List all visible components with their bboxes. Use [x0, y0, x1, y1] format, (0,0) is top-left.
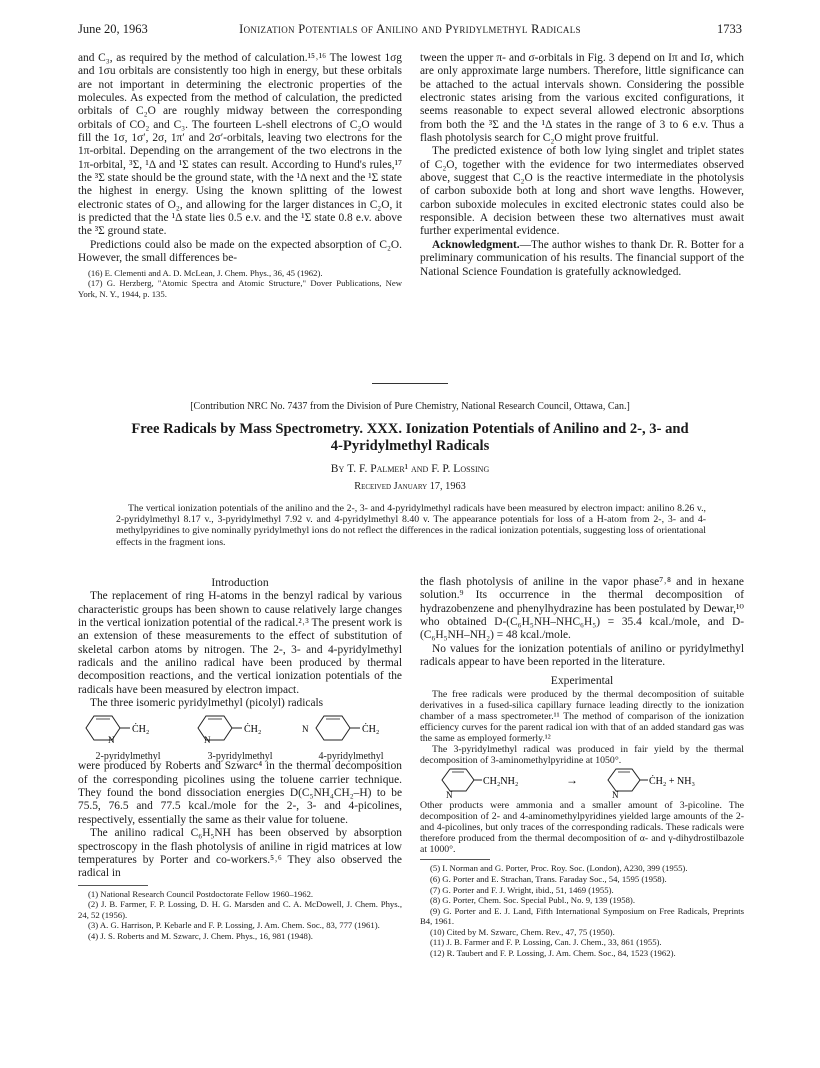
structure-4-pyridylmethyl — [300, 712, 402, 763]
article-separator — [372, 383, 448, 384]
byline-by: By — [330, 463, 345, 475]
footnote: (17) G. Herzberg, "Atomic Spectra and Atomic Structure," Dover Publications, New York, N. Y., 1944, p. 135. — [78, 278, 402, 299]
nitrogen-label: N — [302, 724, 309, 735]
pyridine-ring-icon — [300, 712, 402, 744]
paragraph: were produced by Roberts and Szwarc⁴ in the thermal decomposition of the corresponding picolines using the toluene carrier technique. They found the bond dissociation energies D(C₅NH₄CH₂–H) to be 75.5, 76.5 and 77.5 kcal./mole for the 2-, 3- and 4-picolines, respectively, essentially the same as their value for toluene. — [78, 760, 402, 826]
running-header — [78, 22, 742, 40]
experimental-text-continued — [420, 800, 744, 855]
paragraph: and C₃, as required by the method of calculation.¹⁵˒¹⁶ The lowest 1σg and 1σu orbitals are consistently too high in energy, but these orbitals are not important in determining the electronic properties of the molecules. As expected from the method of calculation, the predicted orbitals of C₂O are roughly midway between the corresponding orbitals of CO₂ and C₃. The fourteen L-shell electrons of C₂O would fill the 1σ, 1σ′, 2σ, 1π′ and 2σ′-orbitals, leaving two electrons for the 1π-orbital. Depending on the arrangement of the two electrons in the 1π-orbital, ³Σ, ¹Δ and ¹Σ states can result. According to Hund's rules,¹⁷ the ³Σ state should be the ground state, with the ¹Δ next and the ¹Σ state the highest in energy. Using the known splitting of the lowest electronic states of O₂, and allowing for the larger distances in C₂O, it is predicted that the ¹Δ state lies 0.5 e.v. and the ¹Σ state 0.8 e.v. above the ³Σ ground state. — [78, 52, 402, 238]
abstract-text: The vertical ionization potentials of the anilino and the 2-, 3- and 4-pyridylmethyl radicals have been measured by electron impact: anilino 8.26 v., 2-pyridylmethyl 8.17 v., 3-pyridylmethyl 7.92 v. and 4-pyridylmethyl 8.40 v. The appearance potentials for loss of a H-atom from 2-, 3- and 4-methylpyridines to give nominally pyridylmethyl ions do not reflect the differences in the radical ionization potentials, suggesting loss of orientational effects in the fragment ions. — [116, 503, 706, 548]
paragraph: the flash photolysis of aniline in the vapor phase⁷˒⁸ and in hexane solution.⁹ Its occurrence in the thermal decomposition of hydrazobenzene and phenylhydrazine has been postulated by Dewar,¹⁰ who obtained D-(C₆H₅NH–NHC₆H₅) = 35.4 kcal./mole, and D-(C₆H₅NH–NH₂) = 48 kcal./mole. — [420, 576, 744, 642]
header-page-number: 1733 — [717, 22, 742, 36]
article-title — [78, 421, 742, 454]
footnote: (6) G. Porter and E. Strachan, Trans. Faraday Soc., 54, 1595 (1958). — [430, 873, 667, 884]
radical-group-label: ĊH₂ — [362, 724, 380, 736]
footnotes — [78, 268, 402, 300]
structure-3-pyridylmethyl — [190, 712, 290, 763]
author: F. P. Lossing — [431, 463, 490, 475]
lower-left-column — [78, 576, 402, 942]
nitrogen-label: N — [108, 735, 115, 745]
footnote: (11) J. B. Farmer and F. P. Lossing, Can. J. Chem., 33, 861 (1955). — [430, 937, 662, 948]
reaction-equation — [420, 766, 744, 800]
author: T. F. Palmer¹ — [347, 463, 409, 475]
paragraph: No values for the ionization potentials of anilino or pyridylmethyl radicals appear to have been reported in the literature. — [420, 642, 744, 669]
top-right-column — [420, 52, 744, 279]
nitrogen-label: N — [446, 790, 453, 801]
pyridine-ring-icon — [78, 712, 178, 744]
lower-right-column — [420, 576, 744, 959]
reaction-arrow: → — [566, 773, 578, 788]
abstract — [116, 503, 706, 548]
paragraph: The free radicals were produced by the thermal decomposition of suitable derivatives in a fused-silica capillary furnace leading directly to the ionization chamber of a mass spectrometer.¹¹ The method of comparison of the ionization efficiency curves for the parent radical ion with that of an added standard gas was the same as employed formerly.¹² — [420, 688, 744, 744]
structure-label: 2-pyridylmethyl — [95, 750, 161, 762]
radical-group-label: ĊH₂ — [132, 724, 150, 736]
product-label: ĊH₂ + NH₃ — [649, 776, 695, 788]
footnote: (7) G. Porter and F. J. Wright, ibid., 51, 1469 (1955). — [430, 884, 614, 895]
footnote: (2) J. B. Farmer, F. P. Lossing, D. H. G. Marsden and C. A. McDowell, J. Chem. Phys., 24, 52 (1956). — [78, 899, 402, 920]
footnote: (16) E. Clementi and A. D. McLean, J. Chem. Phys., 36, 45 (1962). — [88, 267, 323, 278]
title-line: Free Radicals by Mass Spectrometry. XXX. Ionization Potentials of Anilino and 2-, 3- and — [131, 421, 689, 437]
paragraph: The three isomeric pyridylmethyl (picolyl) radicals — [90, 697, 324, 710]
paragraph: The 3-pyridylmethyl radical was produced in fair yield by the thermal decomposition of 3-aminomethylpyridine at 1050°. — [420, 743, 744, 767]
footnote: (3) A. G. Harrison, P. Kebarle and F. P. Lossing, J. Am. Chem. Soc., 83, 777 (1961). — [88, 920, 380, 931]
paragraph: The anilino radical C₆H₅NH has been observed by absorption spectroscopy in the flash photolysis of aniline in rigid matrices at low temperatures by Porter and co-workers.⁵˒⁶ They also observed the radical in — [78, 827, 402, 880]
structure-label: 3-pyridylmethyl — [207, 750, 273, 762]
paragraph: Predictions could also be made on the expected absorption of C₂O. However, the small differences be- — [78, 238, 402, 265]
structure-label: 4-pyridylmethyl — [318, 750, 384, 762]
byline-and: and — [410, 463, 429, 475]
paragraph: tween the upper π- and σ-orbitals in Fig. 3 depend on Iπ and Iσ, which are only approximate large numbers. Therefore, little significance can be attached to the actual intervals shown. Considering the possible electronic states arising from the various excited configurations, it seems reasonable to expect several allowed electronic absorptions from both the ³Σ and the ¹Δ states in the range of 3 to 6 e.v. Thus a flash photolysis search for C₂O might prove fruitful. — [420, 52, 744, 145]
byline — [78, 463, 742, 475]
footnote-rule — [420, 859, 490, 860]
pyridine-ring-icon — [190, 712, 290, 744]
footnotes — [420, 863, 744, 958]
header-running-title: Ionization Potentials of Anilino and Pyridylmethyl Radicals — [239, 22, 581, 36]
experimental-text — [420, 689, 744, 766]
footnote: (12) R. Taubert and F. P. Lossing, J. Am. Chem. Soc., 84, 1523 (1962). — [430, 948, 676, 959]
title-line: 4-Pyridylmethyl Radicals — [330, 437, 490, 454]
acknowledgment — [420, 239, 744, 279]
reactant-label: CH₂NH₂ — [483, 776, 519, 788]
ack-heading: Acknowledgment. — [432, 238, 520, 251]
reaction-scheme — [420, 766, 744, 800]
footnote: (1) National Research Council Postdoctorate Fellow 1960–1962. — [88, 888, 314, 899]
contribution-line: [Contribution NRC No. 7437 from the Division of Pure Chemistry, National Research Council, Ottawa, Can.] — [190, 401, 630, 412]
top-left-column — [78, 52, 402, 299]
nitrogen-label: N — [204, 735, 211, 745]
structure-2-pyridylmethyl — [78, 712, 178, 763]
ack-text: —The author wishes to thank Dr. R. Botter for a preliminary communication of his results. The financial support of the National Science Foundation is gratefully acknowledged. — [420, 238, 744, 278]
footnote-rule — [78, 885, 148, 886]
paragraph: The predicted existence of both low lying singlet and triplet states of C₂O, together with the evidence for two intermediates observed above, suggest that C₂O is the reactive intermediate in the photolysis of carbon suboxide both at long and short wave lengths. However, carbon suboxide molecules in excited electronic states could also be responsible. A decision between these two alternatives must await further experimental evidence. — [420, 145, 744, 238]
footnote: (8) G. Porter, Chem. Soc. Special Publ., No. 9, 139 (1958). — [430, 895, 635, 906]
paragraph: The replacement of ring H-atoms in the benzyl radical by various characteristic groups has been shown to cause relatively large changes in the vertical ionization potential of the radical.²˒³ The present work is an extension of these measurements to the effect of substitution of skeletal carbon atoms by nitrogen. The 2-, 3- and 4-pyridylmethyl radicals and the anilino radical have been produced by thermal decomposition reactions, and the vertical ionization potentials of the radicals have been measured by electron impact. — [78, 590, 402, 696]
section-heading-experimental: Experimental — [550, 674, 614, 688]
nitrogen-label: N — [612, 790, 619, 801]
header-date: June 20, 1963 — [78, 22, 148, 36]
footnotes — [78, 889, 402, 942]
section-heading-introduction: Introduction — [211, 576, 269, 589]
footnote: (5) I. Norman and G. Porter, Proc. Roy. Soc. (London), A230, 399 (1955). — [430, 863, 688, 874]
footnote: (4) J. S. Roberts and M. Szwarc, J. Chem. Phys., 16, 981 (1948). — [88, 930, 313, 941]
pyridylmethyl-structures — [78, 710, 402, 760]
radical-group-label: ĊH₂ — [244, 724, 262, 736]
footnote: (10) Cited by M. Szwarc, Chem. Rev., 47, 75 (1950). — [430, 926, 615, 937]
paragraph: Other products were ammonia and a smaller amount of 3-picoline. The decomposition of 2- and 4-aminomethylpyridines yielded large amounts of the 2- and 4-picolines, but only traces of the corresponding radicals. These radicals were therefore produced from the thermal decomposition of α- and γ-dihydrostilbazole at 1000°. — [420, 800, 744, 856]
received-date: Received January 17, 1963 — [354, 481, 466, 492]
footnote: (9) G. Porter and E. J. Land, Fifth International Symposium on Free Radicals, Preprints B4, 1961. — [420, 905, 744, 927]
